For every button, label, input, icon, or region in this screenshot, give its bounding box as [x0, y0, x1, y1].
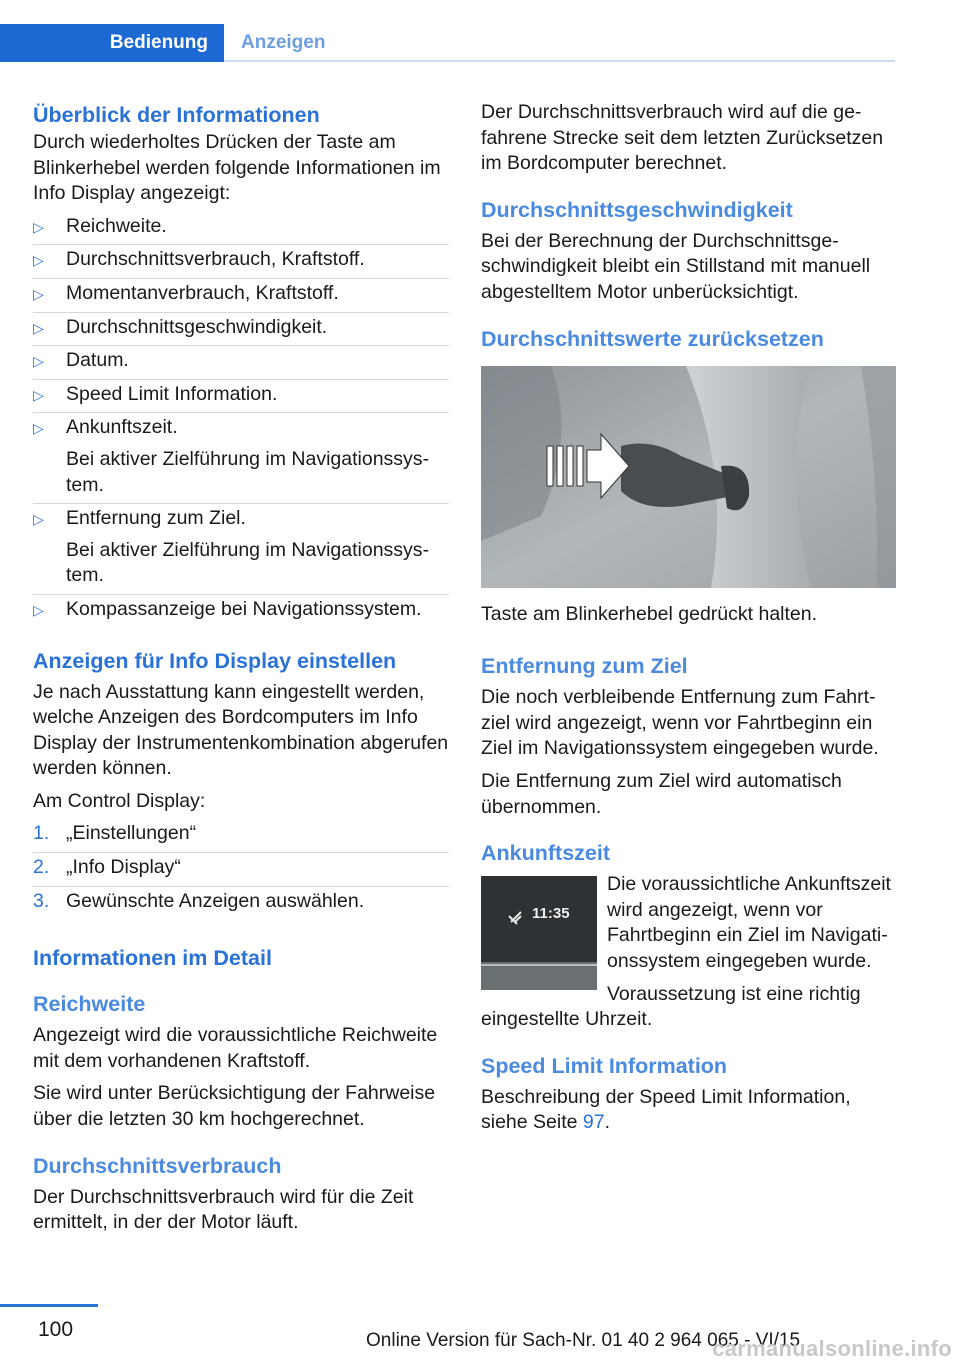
heading-avg-speed: Durchschnittsgeschwindigkeit	[481, 197, 793, 222]
arrival-time-display-image	[481, 876, 597, 990]
clock-time: 11:35	[532, 905, 570, 923]
paragraph-overview: Durch wiederholtes Drücken der Taste am Blinkerhebel werden folgende Informationen im Info Display angezeigt:	[33, 131, 441, 205]
turn-signal-lever-photo	[481, 366, 896, 588]
list-item: ▷ Entfernung zum Ziel. Bei aktiver Zielführung im Navigationssystem.	[33, 506, 449, 595]
header-tabbar	[0, 24, 895, 62]
paragraph-arrival-2: Voraussetzung ist eine richtig eingestellte Uhrzeit.	[481, 982, 861, 1031]
heading-settings: Anzeigen für Info Display einstellen	[33, 648, 397, 673]
page-link[interactable]: 97	[582, 1111, 605, 1134]
caption-reset: Taste am Blinkerhebel gedrückt halten.	[481, 602, 818, 625]
footer-rule	[0, 1304, 98, 1307]
list-item: ▷ Speed Limit Information.	[33, 382, 449, 414]
triangle-bullet-icon: ▷	[33, 420, 44, 437]
triangle-bullet-icon: ▷	[33, 353, 44, 370]
triangle-bullet-icon: ▷	[33, 386, 44, 403]
right-column	[481, 100, 896, 1143]
paragraph-control-display: Am Control Display:	[33, 789, 206, 812]
list-item: ▷ Momentanverbrauch, Kraftstoff.	[33, 281, 449, 313]
steps-list	[33, 821, 449, 919]
step-number: 2.	[33, 856, 50, 879]
paragraph-distance-1: Die noch verbleibende Entfernung zum Fahrtziel wird angezeigt, wenn vor Fahrtbeginn ein Ziel im Navigationssystem eingegeben wurde.	[481, 686, 879, 760]
triangle-bullet-icon: ▷	[33, 252, 44, 269]
left-column	[33, 100, 449, 1243]
step-number: 3.	[33, 889, 50, 912]
paragraph-speed-limit: Beschreibung der Speed Limit Information, siehe Seite 97.	[481, 1085, 851, 1134]
list-item: 2. „Info Display“	[33, 855, 449, 887]
arrival-block	[481, 872, 896, 1033]
paragraph-settings: Je nach Ausstattung kann eingestellt werden, welche Anzeigen des Bordcomputers im Info Display der Instrumentenkombination abgerufen werden können.	[33, 680, 449, 780]
paragraph-range-2: Sie wird unter Berücksichtigung der Fahrweise über die letzten 30 km hochgerechnet.	[33, 1082, 436, 1131]
paragraph-avg-consumption: Der Durchschnittsverbrauch wird für die Zeit ermittelt, in der der Motor läuft.	[33, 1185, 414, 1234]
paragraph-range-1: Angezeigt wird die voraussichtliche Reichweite mit dem vorhandenen Kraftstoff.	[33, 1024, 438, 1072]
triangle-bullet-icon: ▷	[33, 285, 44, 302]
paragraph-avg-consumption-cont: Der Durchschnittsverbrauch wird auf die gefahrene Strecke seit dem letzten Zurücksetzen im Bordcomputer berechnet.	[481, 101, 884, 175]
list-item-note: Bei aktiver Zielführung im Navigationssystem.	[66, 538, 430, 587]
online-version-note: Online Version für Sach-Nr. 01 40 2 964 065 - VI/15	[366, 1330, 801, 1351]
paragraph-avg-speed: Bei der Berechnung der Durchschnittsgeschwindigkeit bleibt ein Stillstand mit manuell abgestelltem Motor unberücksichtigt.	[481, 229, 871, 303]
heading-details: Informationen im Detail	[33, 946, 272, 971]
heading-arrival: Ankunftszeit	[481, 841, 610, 866]
triangle-bullet-icon: ▷	[33, 218, 44, 235]
heading-speed-limit: Speed Limit Information	[481, 1053, 728, 1078]
step-number: 1.	[33, 822, 50, 845]
list-item: 1. „Einstellungen“	[33, 821, 449, 853]
paragraph-distance-2: Die Entfernung zum Ziel wird automatisch übernommen.	[481, 769, 842, 818]
watermark: carmanualsonline.info	[712, 1336, 952, 1361]
list-item: ▷ Datum.	[33, 348, 449, 380]
triangle-bullet-icon: ▷	[33, 319, 44, 336]
list-item: ▷ Ankunftszeit. Bei aktiver Zielführung im Navigationssystem.	[33, 415, 449, 504]
tab-anzeigen[interactable]: Anzeigen	[241, 32, 326, 53]
header-rule	[224, 60, 895, 62]
page-number: 100	[38, 1318, 74, 1341]
triangle-bullet-icon: ▷	[33, 601, 44, 618]
heading-reset: Durchschnittswerte zurücksetzen	[481, 326, 824, 351]
heading-overview: Überblick der Informationen	[33, 103, 320, 127]
heading-avg-consumption: Durchschnittsverbrauch	[33, 1153, 282, 1178]
list-item: 3. Gewünschte Anzeigen auswählen.	[33, 889, 449, 920]
paragraph-arrival-1: Die voraussichtliche Ankunftszeit wird angezeigt, wenn vor Fahrtbeginn ein Ziel im Navigationssystem eingegeben wurde.	[607, 873, 891, 972]
list-item: ▷ Durchschnittsverbrauch, Kraftstoff.	[33, 247, 449, 279]
list-item: ▷ Durchschnittsgeschwindigkeit.	[33, 315, 449, 347]
info-list	[33, 214, 449, 628]
triangle-bullet-icon: ▷	[33, 511, 44, 528]
list-item: ▷ Kompassanzeige bei Navigationssystem.	[33, 597, 449, 628]
heading-range: Reichweite	[33, 992, 146, 1017]
list-item: ▷ Reichweite.	[33, 214, 449, 246]
tab-bedienung[interactable]: Bedienung	[0, 24, 224, 62]
heading-distance: Entfernung zum Ziel	[481, 654, 688, 679]
list-item-note: Bei aktiver Zielführung im Navigationssystem.	[66, 447, 430, 496]
